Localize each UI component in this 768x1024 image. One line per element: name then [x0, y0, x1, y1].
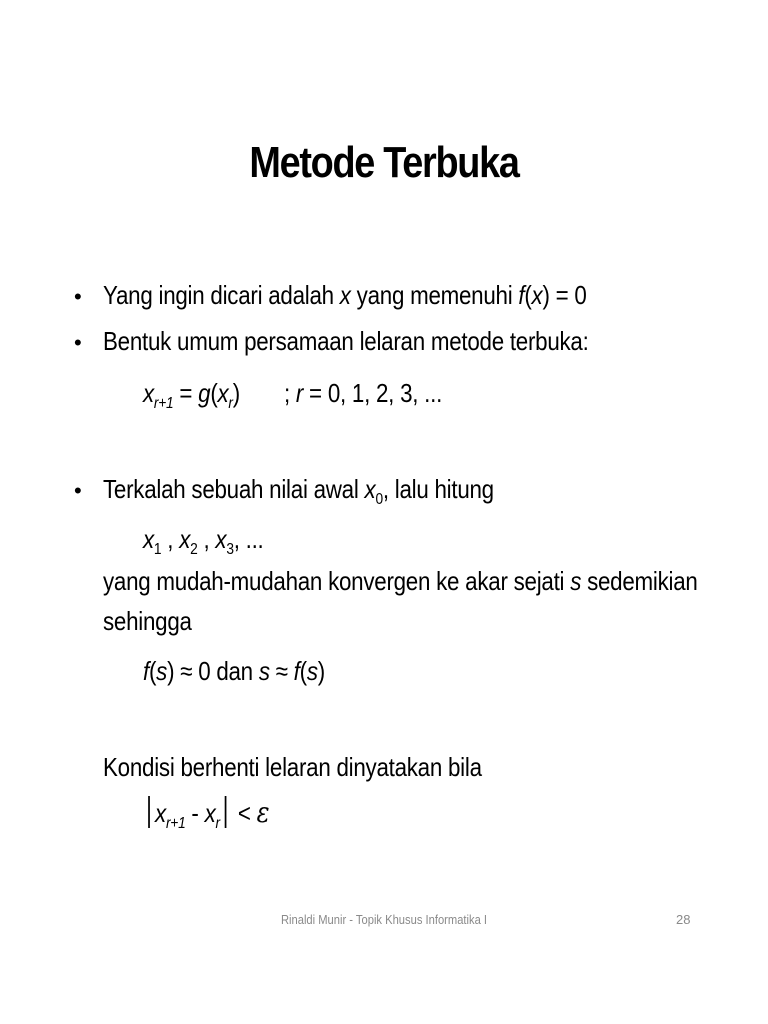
- text-span: (: [299, 656, 307, 686]
- var-s: s: [570, 566, 582, 596]
- var-f: f: [293, 656, 300, 686]
- var-s: s: [306, 656, 318, 686]
- bullet-dot: •: [74, 284, 82, 309]
- text-span: Terkalah sebuah nilai awal: [103, 474, 365, 504]
- abs-bar-right: [225, 796, 227, 828]
- subscript: 3: [226, 541, 234, 558]
- bullet-text-1: [103, 280, 587, 311]
- var-x: x: [155, 798, 166, 828]
- text-span: ;: [284, 378, 296, 408]
- subscript: r: [228, 395, 233, 412]
- abs-bar-left: [148, 796, 150, 828]
- paragraph-line-1: [103, 566, 698, 597]
- var-x: x: [531, 280, 543, 310]
- text-span: yang memenuhi: [350, 280, 519, 310]
- var-r: r: [295, 378, 304, 408]
- text-span: (: [524, 280, 532, 310]
- sequence-formula: [143, 524, 264, 558]
- text-span: sedemikian: [581, 566, 698, 596]
- text-span: -: [185, 798, 205, 828]
- subscript: 1: [153, 541, 162, 558]
- text-span: ) ≈ 0 dan: [167, 656, 259, 686]
- stop-formula: [143, 796, 270, 832]
- text-span: ,: [197, 524, 216, 554]
- var-s: s: [258, 656, 270, 686]
- var-x: x: [339, 280, 351, 310]
- text-span: , lalu hitung: [382, 474, 494, 504]
- text-span: (: [148, 656, 157, 686]
- var-f: f: [518, 280, 525, 310]
- subscript: r: [215, 815, 220, 832]
- var-x: x: [364, 474, 376, 504]
- bullet-dot: •: [74, 330, 82, 355]
- text-span: <: [231, 798, 257, 828]
- paragraph-line-2: sehingga: [103, 606, 192, 636]
- var-f: f: [143, 656, 149, 686]
- var-x: x: [204, 798, 216, 828]
- text-span: ): [317, 656, 325, 686]
- convergence-formula: [143, 656, 325, 687]
- var-x: x: [215, 524, 227, 554]
- bullet-text-3: [103, 474, 494, 508]
- bullet-text-2: Bentuk umum persamaan lelaran metode terbuka:: [103, 326, 589, 356]
- text-span: Yang ingin dicari adalah: [103, 280, 340, 310]
- var-g: g: [198, 378, 211, 408]
- bullet-dot: •: [74, 478, 82, 503]
- page-number: 28: [676, 912, 691, 927]
- text-span: = 0, 1, 2, 3, ...: [303, 378, 443, 408]
- text-span: ≈: [269, 656, 294, 686]
- text-span: ) = 0: [542, 280, 587, 310]
- text-span: yang mudah-mudahan konvergen ke akar sejati: [103, 566, 571, 596]
- iteration-formula: [143, 378, 240, 412]
- text-span: ): [232, 378, 240, 408]
- iteration-condition: [284, 378, 442, 409]
- text-span: (: [210, 378, 218, 408]
- subscript: 2: [190, 541, 198, 558]
- footer-text: Rinaldi Munir - Topik Khusus Informatika I: [280, 912, 488, 927]
- var-s: s: [156, 656, 168, 686]
- subscript: r+1: [153, 395, 174, 412]
- stop-condition-text: Kondisi berhenti lelaran dinyatakan bila: [103, 752, 482, 782]
- subscript: 0: [375, 491, 383, 508]
- text-span: , ...: [233, 524, 264, 554]
- var-x: x: [143, 524, 154, 554]
- var-x: x: [143, 378, 154, 408]
- subscript: r+1: [165, 815, 186, 832]
- text-span: =: [173, 378, 199, 408]
- epsilon-symbol: ε: [256, 796, 270, 829]
- text-span: ,: [161, 524, 180, 554]
- var-x: x: [179, 524, 191, 554]
- slide-title: Metode Terbuka: [249, 138, 519, 187]
- var-x: x: [217, 378, 229, 408]
